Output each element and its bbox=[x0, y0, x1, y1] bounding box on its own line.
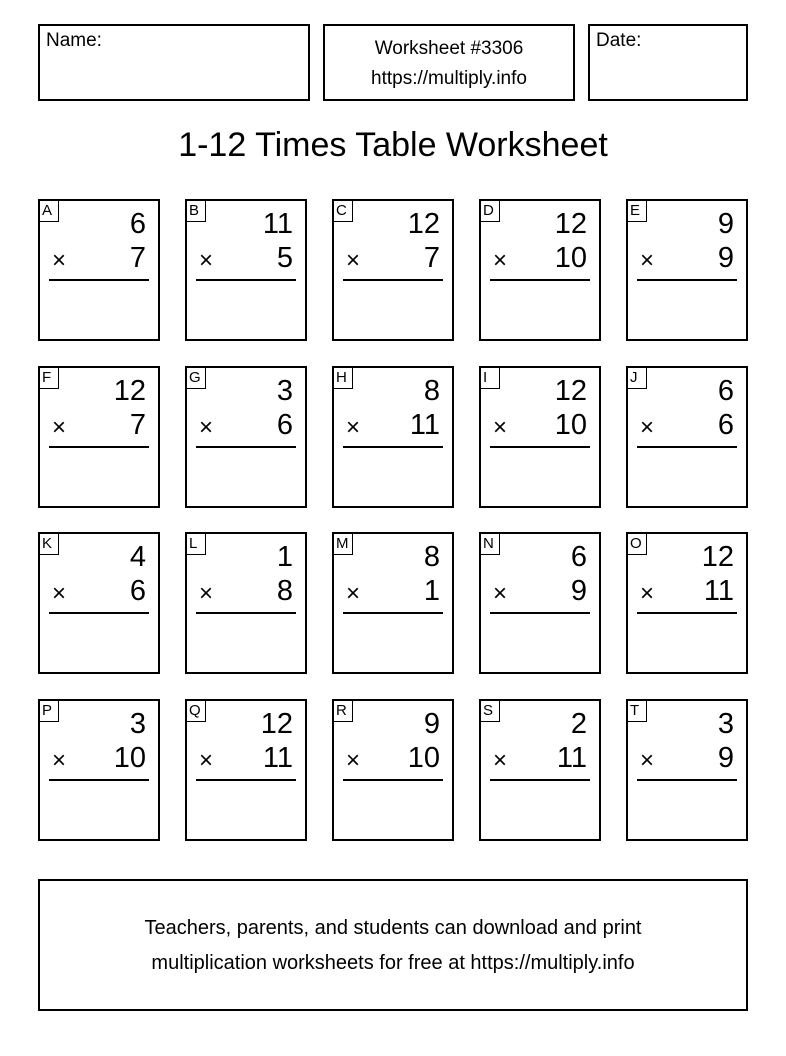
answer-line bbox=[490, 279, 590, 281]
bottom-number: 6 bbox=[276, 409, 293, 441]
problem-label: Q bbox=[186, 700, 206, 722]
problem-card bbox=[479, 199, 601, 341]
problem-card bbox=[332, 532, 454, 674]
multiply-sign: × bbox=[346, 580, 361, 607]
multiply-sign: × bbox=[640, 247, 655, 274]
answer-line bbox=[343, 446, 443, 448]
answer-line bbox=[490, 779, 590, 781]
problem-label: E bbox=[627, 200, 647, 222]
top-number: 3 bbox=[717, 708, 734, 740]
multiply-sign: × bbox=[52, 580, 67, 607]
footer-box bbox=[38, 879, 748, 1011]
bottom-number: 9 bbox=[570, 575, 587, 607]
multiply-sign: × bbox=[640, 580, 655, 607]
problem-card bbox=[38, 366, 160, 508]
problem-card bbox=[38, 199, 160, 341]
date-label: Date: bbox=[596, 30, 642, 51]
answer-line bbox=[343, 279, 443, 281]
top-number: 12 bbox=[554, 375, 587, 407]
problem-label: S bbox=[480, 700, 500, 722]
multiply-sign: × bbox=[493, 580, 508, 607]
answer-line bbox=[637, 612, 737, 614]
bottom-number: 9 bbox=[717, 242, 734, 274]
problem-label: G bbox=[186, 367, 206, 389]
bottom-number: 7 bbox=[423, 242, 440, 274]
multiply-sign: × bbox=[493, 414, 508, 441]
problem-card bbox=[479, 366, 601, 508]
multiply-sign: × bbox=[346, 247, 361, 274]
top-number: 12 bbox=[407, 208, 440, 240]
answer-line bbox=[490, 446, 590, 448]
answer-line bbox=[637, 446, 737, 448]
bottom-number: 11 bbox=[262, 742, 293, 774]
problem-card bbox=[479, 532, 601, 674]
problem-card bbox=[626, 699, 748, 841]
bottom-number: 10 bbox=[554, 242, 587, 274]
problem-label: P bbox=[39, 700, 59, 722]
answer-line bbox=[49, 279, 149, 281]
problem-card bbox=[185, 366, 307, 508]
top-number: 8 bbox=[423, 541, 440, 573]
problem-card bbox=[626, 532, 748, 674]
top-number: 12 bbox=[554, 208, 587, 240]
answer-line bbox=[637, 279, 737, 281]
problem-label: B bbox=[186, 200, 206, 222]
answer-line bbox=[343, 779, 443, 781]
problem-label: C bbox=[333, 200, 353, 222]
problem-card bbox=[332, 199, 454, 341]
multiply-sign: × bbox=[199, 414, 214, 441]
bottom-number: 11 bbox=[703, 575, 734, 607]
problem-label: A bbox=[39, 200, 59, 222]
problem-card bbox=[626, 199, 748, 341]
answer-line bbox=[196, 779, 296, 781]
problem-label: M bbox=[333, 533, 353, 555]
answer-line bbox=[343, 612, 443, 614]
multiply-sign: × bbox=[52, 414, 67, 441]
answer-line bbox=[196, 446, 296, 448]
top-number: 8 bbox=[423, 375, 440, 407]
problem-card bbox=[185, 699, 307, 841]
worksheet-url: https://multiply.info bbox=[371, 68, 527, 89]
answer-line bbox=[196, 279, 296, 281]
top-number: 6 bbox=[570, 541, 587, 573]
name-label: Name: bbox=[46, 30, 102, 51]
problem-label: K bbox=[39, 533, 59, 555]
bottom-number: 7 bbox=[129, 242, 146, 274]
answer-line bbox=[637, 779, 737, 781]
bottom-number: 6 bbox=[717, 409, 734, 441]
bottom-number: 10 bbox=[113, 742, 146, 774]
multiply-sign: × bbox=[346, 414, 361, 441]
problem-label: H bbox=[333, 367, 353, 389]
answer-line bbox=[49, 779, 149, 781]
multiply-sign: × bbox=[640, 414, 655, 441]
top-number: 9 bbox=[423, 708, 440, 740]
page-title: 1-12 Times Table Worksheet bbox=[178, 126, 608, 164]
top-number: 3 bbox=[276, 375, 293, 407]
problem-label: O bbox=[627, 533, 647, 555]
problem-label: D bbox=[480, 200, 500, 222]
multiply-sign: × bbox=[199, 747, 214, 774]
problem-card bbox=[626, 366, 748, 508]
problem-label: I bbox=[480, 367, 500, 389]
top-number: 12 bbox=[113, 375, 146, 407]
problem-label: R bbox=[333, 700, 353, 722]
bottom-number: 9 bbox=[717, 742, 734, 774]
bottom-number: 5 bbox=[276, 242, 293, 274]
problem-card bbox=[38, 699, 160, 841]
answer-line bbox=[490, 612, 590, 614]
multiply-sign: × bbox=[199, 247, 214, 274]
name-field-box[interactable] bbox=[38, 24, 310, 101]
top-number: 6 bbox=[717, 375, 734, 407]
problem-label: N bbox=[480, 533, 500, 555]
bottom-number: 11 bbox=[409, 409, 440, 441]
problem-card bbox=[38, 532, 160, 674]
multiply-sign: × bbox=[640, 747, 655, 774]
answer-line bbox=[196, 612, 296, 614]
answer-line bbox=[49, 612, 149, 614]
problem-label: J bbox=[627, 367, 647, 389]
problem-label: L bbox=[186, 533, 206, 555]
top-number: 1 bbox=[276, 541, 293, 573]
footer-line-1: Teachers, parents, and students can download and print bbox=[144, 917, 642, 939]
worksheet-info-box bbox=[323, 24, 575, 101]
footer-line-2: multiplication worksheets for free at https://multiply.info bbox=[151, 952, 635, 974]
top-number: 12 bbox=[701, 541, 734, 573]
problem-card bbox=[332, 699, 454, 841]
bottom-number: 1 bbox=[423, 575, 440, 607]
bottom-number: 7 bbox=[129, 409, 146, 441]
multiply-sign: × bbox=[493, 247, 508, 274]
top-number: 2 bbox=[570, 708, 587, 740]
date-field-box[interactable] bbox=[588, 24, 748, 101]
multiply-sign: × bbox=[493, 747, 508, 774]
problem-card bbox=[185, 199, 307, 341]
problem-label: T bbox=[627, 700, 647, 722]
top-number: 11 bbox=[262, 208, 293, 240]
problem-card bbox=[332, 366, 454, 508]
multiply-sign: × bbox=[199, 580, 214, 607]
bottom-number: 10 bbox=[554, 409, 587, 441]
problem-label: F bbox=[39, 367, 59, 389]
top-number: 3 bbox=[129, 708, 146, 740]
top-number: 4 bbox=[129, 541, 146, 573]
bottom-number: 6 bbox=[129, 575, 146, 607]
problem-card bbox=[479, 699, 601, 841]
worksheet-number: Worksheet #3306 bbox=[374, 38, 524, 59]
top-number: 6 bbox=[129, 208, 146, 240]
top-number: 9 bbox=[717, 208, 734, 240]
problem-card bbox=[185, 532, 307, 674]
multiply-sign: × bbox=[52, 747, 67, 774]
bottom-number: 11 bbox=[556, 742, 587, 774]
answer-line bbox=[49, 446, 149, 448]
multiply-sign: × bbox=[346, 747, 361, 774]
bottom-number: 8 bbox=[276, 575, 293, 607]
multiply-sign: × bbox=[52, 247, 67, 274]
top-number: 12 bbox=[260, 708, 293, 740]
bottom-number: 10 bbox=[407, 742, 440, 774]
